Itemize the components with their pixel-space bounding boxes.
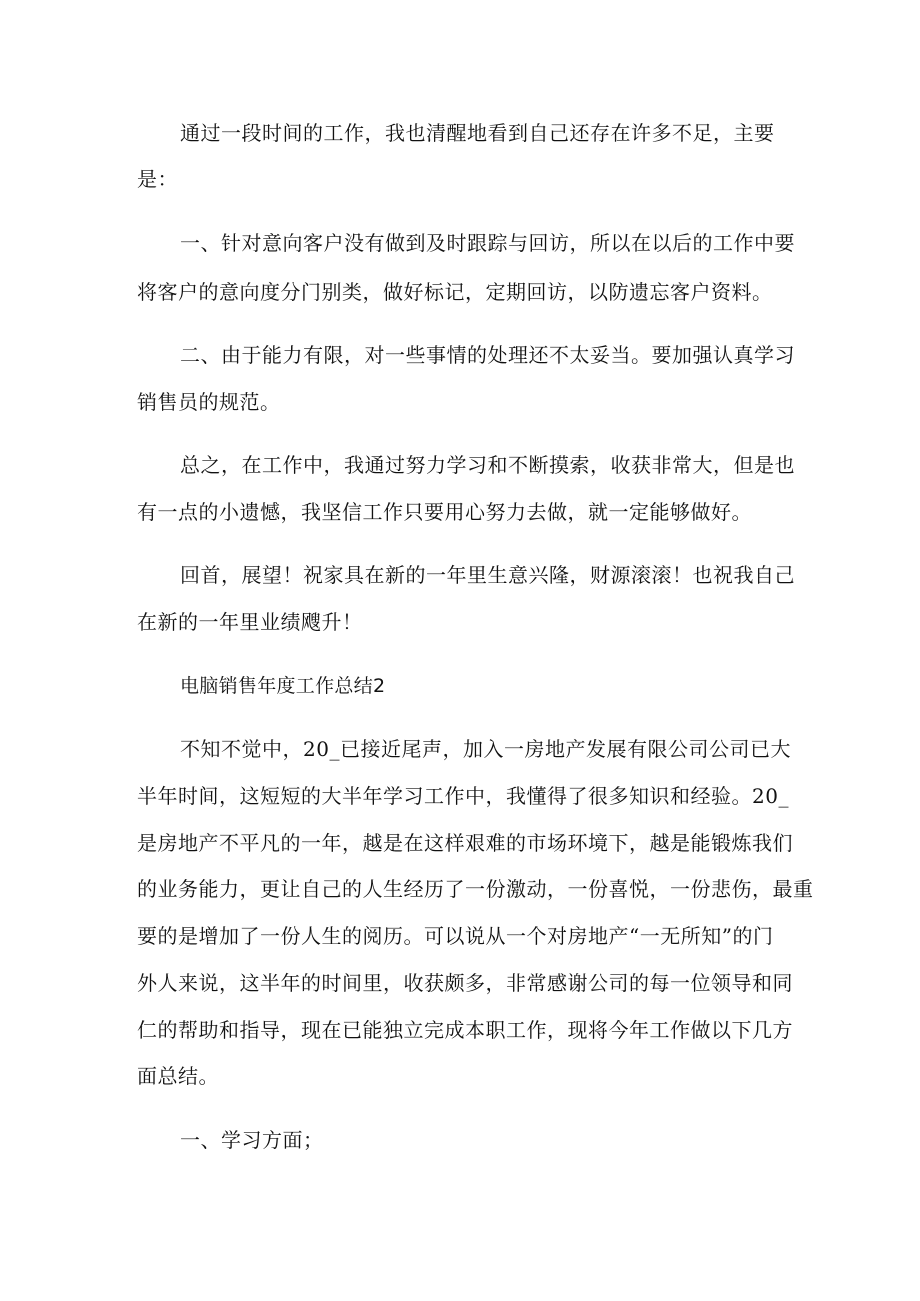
paragraph-3-line-2: 销售员的规范。 (137, 390, 281, 414)
section-heading: 电脑销售年度工作总结2 (180, 675, 386, 697)
paragraph-6-line-3: 是房地产不平凡的一年，越是在这样艰难的市场环境下，越是能锻炼我们 (137, 831, 793, 855)
paragraph-4-line-2: 有一点的小遗憾，我坚信工作只要用心努力去做，就一定能够做好。 (137, 500, 752, 524)
paragraph-6-line-4: 的业务能力，更让自己的人生经历了一份激动，一份喜悦，一份悲伤，最重 (137, 877, 814, 901)
paragraph-1-line-2: 是： (137, 167, 178, 191)
paragraph-5-line-2: 在新的一年里业绩飕升！ (137, 610, 363, 634)
paragraph-6-line-1: 不知不觉中，20_已接近尾声，加入一房地产发展有限公司公司已大 (180, 737, 791, 761)
paragraph-6-line-7: 仁的帮助和指导，现在已能独立完成本职工作，现将今年工作做以下几方 (137, 1018, 793, 1042)
paragraph-1-line-1: 通过一段时间的工作，我也清醒地看到自己还存在许多不足，主要 (180, 121, 775, 145)
paragraph-2-line-1: 一、针对意向客户没有做到及时跟踪与回访，所以在以后的工作中要 (180, 231, 795, 255)
paragraph-6-line-8: 面总结。 (137, 1064, 219, 1088)
paragraph-5-line-1: 回首，展望！祝家具在新的一年里生意兴隆，财源滚滚！也祝我自己 (180, 563, 795, 587)
paragraph-6-line-2: 半年时间，这短短的大半年学习工作中，我懂得了很多知识和经验。20_ (137, 784, 789, 808)
paragraph-6-line-5: 要的是增加了一份人生的阅历。可以说从一个对房地产“一无所知”的门 (137, 924, 774, 948)
paragraph-2-line-2: 将客户的意向度分门别类，做好标记，定期回访，以防遗忘客户资料。 (137, 280, 773, 304)
paragraph-3-line-1: 二、由于能力有限，对一些事情的处理还不太妥当。要加强认真学习 (180, 343, 795, 367)
paragraph-6-line-6: 外人来说，这半年的时间里，收获颇多，非常感谢公司的每一位领导和同 (137, 971, 793, 995)
paragraph-7-line-1: 一、学习方面； (180, 1128, 324, 1152)
paragraph-4-line-1: 总之，在工作中，我通过努力学习和不断摸索，收获非常大，但是也 (180, 453, 795, 477)
